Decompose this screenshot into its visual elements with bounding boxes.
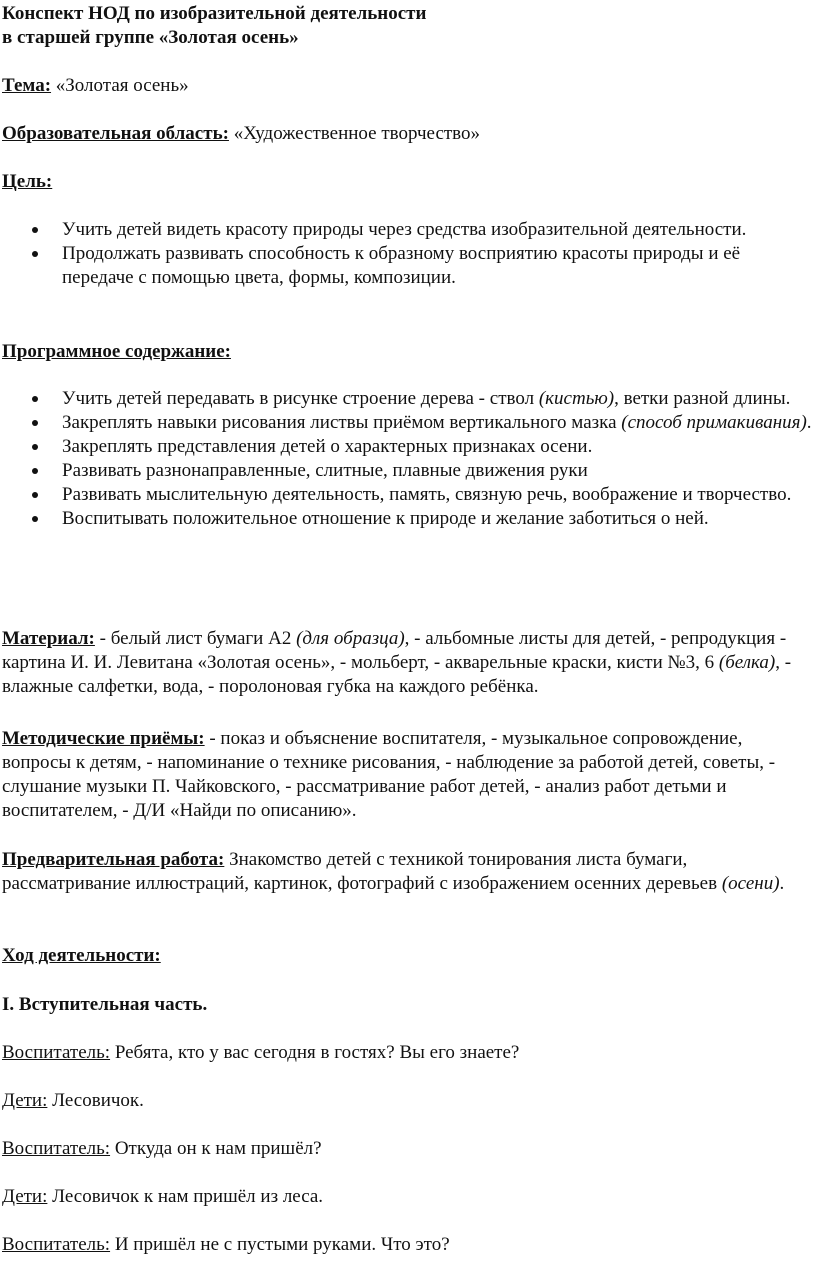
intro-heading: I. Вступительная часть. [2, 994, 208, 1015]
dialogue-line [2, 1089, 812, 1113]
program-item-italic: (кистью) [538, 388, 615, 409]
title-line-1: Конспект НОД по изобразительной деятельности [2, 3, 427, 24]
theme-label: Тема: [2, 75, 52, 96]
program-list [0, 387, 812, 531]
material-italic: (белка) [718, 652, 776, 673]
program-item [0, 387, 812, 411]
goal-item: Учить детей видеть красоту природы через средства изобразительной деятельности. [0, 218, 812, 242]
methods-paragraph [2, 727, 812, 823]
methods-label: Методические приёмы: [2, 728, 205, 749]
material-text: , - альбомные листы для детей, - репродукция - картина И. И. Левитана «Золотая осень», - мольберт, - акварельные краски, кисти №3, 6 [2, 628, 787, 673]
speaker-label: Воспитатель: [2, 1234, 111, 1255]
methods-text: - показ и объяснение воспитателя, - музыкальное сопровождение, вопросы к детям, - напоминание о технике рисования, - наблюдение за работой детей, советы, - слушание музыки П. Чайковского, - рассматривание работ детей, - анализ работ детьми и воспитателем, - Д/И «Найди по описанию». [2, 728, 776, 821]
goal-label: Цель: [2, 171, 53, 192]
program-item-text: , ветки разной длины. [614, 388, 791, 409]
course-label: Ход деятельности: [2, 945, 161, 966]
area-line [2, 122, 812, 146]
prelim-text: Знакомство детей с техникой тонирования листа бумаги, рассматривание иллюстраций, картинок, фотографий с изображением осенних деревьев [2, 849, 722, 894]
program-item: Воспитывать положительное отношение к природе и желание заботиться о ней. [0, 507, 812, 531]
prelim-text: . [779, 873, 785, 894]
program-item-italic: (способ примакивания) [621, 412, 807, 433]
prelim-italic: (осени) [721, 873, 780, 894]
dialogue-line [2, 1185, 812, 1209]
speaker-label: Воспитатель: [2, 1042, 111, 1063]
area-label: Образовательная область: [2, 123, 229, 144]
material-label: Материал: [2, 628, 95, 649]
program-item [0, 411, 812, 435]
document-title [2, 2, 812, 50]
dialogue-text: И пришёл не с пустыми руками. Что это? [110, 1234, 450, 1255]
theme-line [2, 74, 812, 98]
dialogue-line [2, 1041, 812, 1065]
goal-item: Продолжать развивать способность к образному восприятию красоты природы и её передаче с помощью цвета, формы, композиции. [0, 242, 812, 290]
dialogue-text: Лесовичок к нам пришёл из леса. [47, 1186, 324, 1207]
dialogue-line [2, 1233, 812, 1257]
theme-value: «Золотая осень» [51, 75, 189, 96]
dialogue-text: Ребята, кто у вас сегодня в гостях? Вы его знаете? [110, 1042, 520, 1063]
title-line-2: в старшей группе «Золотая осень» [2, 27, 299, 48]
goal-heading [2, 170, 812, 194]
speaker-label: Дети: [2, 1186, 48, 1207]
program-item: Развивать разнонаправленные, слитные, плавные движения руки [0, 459, 812, 483]
program-item-text: Закреплять навыки рисования листвы приёмом вертикального мазка [62, 412, 622, 433]
material-italic: (для образца) [296, 628, 405, 649]
area-value: «Художественное творчество» [228, 123, 481, 144]
program-heading [2, 340, 812, 364]
dialogue-line [2, 1137, 812, 1161]
program-item-text: . [806, 412, 812, 433]
course-heading [2, 944, 812, 968]
material-text: , - влажные салфетки, вода, - поролоновая губка на каждого ребёнка. [2, 652, 792, 697]
dialogue-text: Лесовичок. [47, 1090, 144, 1111]
prelim-label: Предварительная работа: [2, 849, 225, 870]
material-text: - белый лист бумаги А2 [94, 628, 297, 649]
speaker-label: Воспитатель: [2, 1138, 111, 1159]
program-item: Закреплять представления детей о характерных признаках осени. [0, 435, 812, 459]
program-item: Развивать мыслительную деятельность, память, связную речь, воображение и творчество. [0, 483, 812, 507]
prelim-paragraph [2, 848, 812, 896]
program-item-text: Учить детей передавать в рисунке строение дерева - ствол [62, 388, 539, 409]
program-label: Программное содержание: [2, 341, 231, 362]
material-paragraph [2, 627, 812, 699]
speaker-label: Дети: [2, 1090, 48, 1111]
dialogue-text: Откуда он к нам пришёл? [110, 1138, 322, 1159]
goal-list [0, 218, 812, 290]
